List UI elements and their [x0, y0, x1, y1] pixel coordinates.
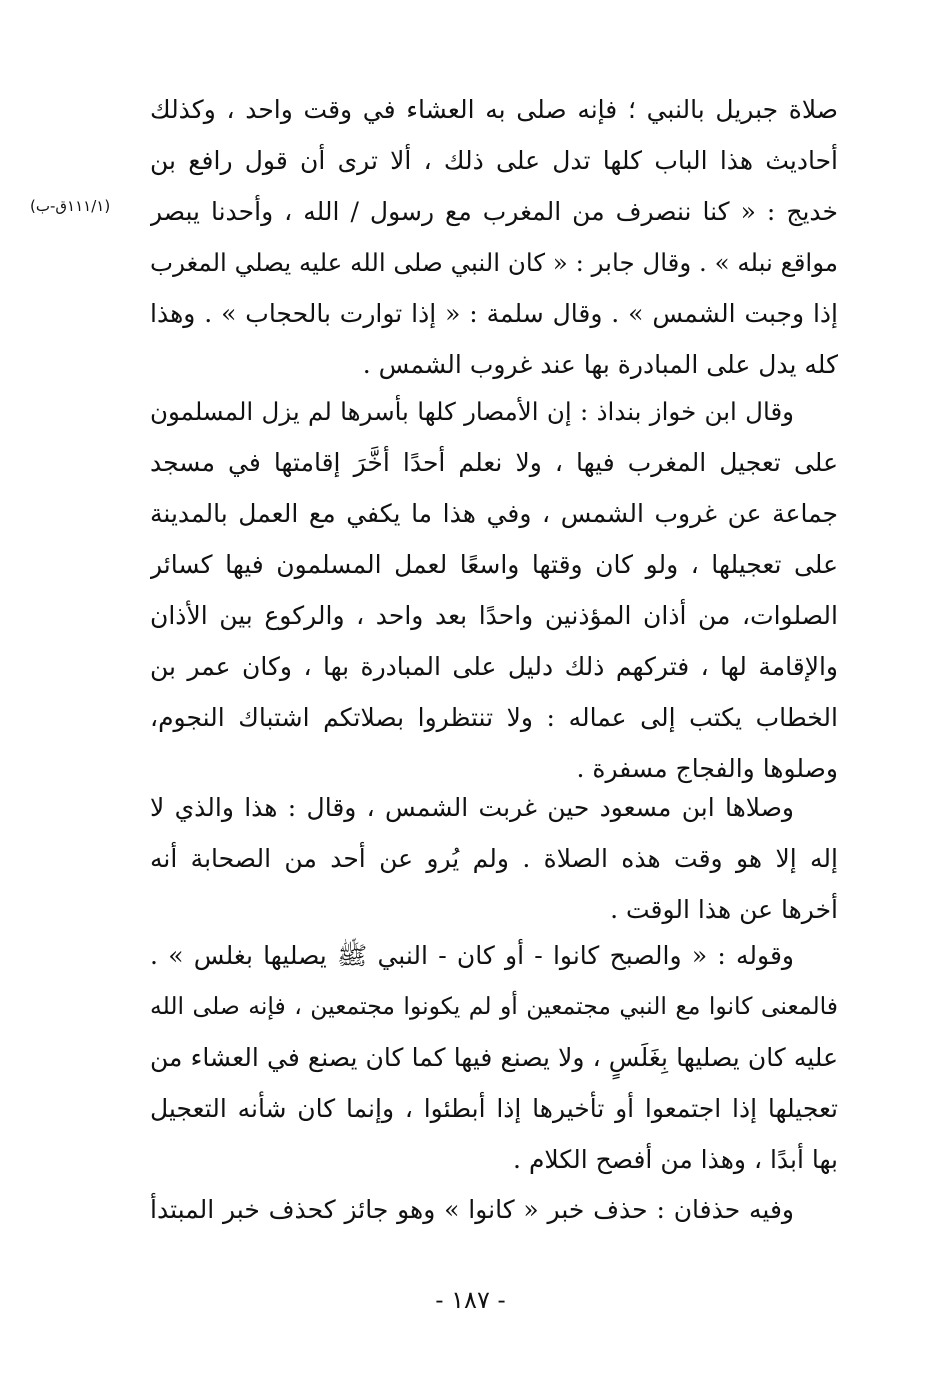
- paragraph-2: [150, 386, 838, 794]
- text-line: أخرها عن هذا الوقت .: [610, 895, 838, 924]
- text-line: إله إلا هو وقت هذه الصلاة . ولم يُرو عن أحد من الصحابة أنه: [150, 844, 838, 873]
- text-line: إذا وجبت الشمس » . وقال سلمة : « إذا توارت بالحجاب » . وهذا: [150, 299, 838, 328]
- paragraph-5: [150, 1184, 838, 1235]
- text-line: جماعة عن غروب الشمس ، وفي هذا ما يكفي مع العمل بالمدينة: [150, 499, 838, 528]
- text-line: والإقامة لها ، فتركهم ذلك دليل على المبادرة بها ، وكان عمر بن: [150, 652, 838, 681]
- text-line: مواقع نبله » . وقال جابر : « كان النبي صلى الله عليه يصلي المغرب: [150, 248, 838, 277]
- paragraph-4: [150, 930, 838, 1185]
- paragraph-1: [150, 84, 838, 390]
- text-line: وصلاها ابن مسعود حين غربت الشمس ، وقال : هذا والذي لا: [150, 793, 794, 822]
- text-line: بها أبدًا ، وهذا من أفصح الكلام .: [513, 1145, 838, 1174]
- text-line: على تعجيلها ، ولو كان وقتها واسعًا لعمل المسلمون فيها كسائر: [150, 550, 838, 579]
- text-line: وفيه حذفان : حذف خبر « كانوا » وهو جائز كحذف خبر المبتدأ: [150, 1195, 794, 1224]
- page-number: - ١٨٧ -: [435, 1286, 506, 1314]
- text-line: عليه كان يصليها بِغَلَسٍ ، ولا يصنع فيها كما كان يصنع في العشاء من: [150, 1043, 838, 1072]
- text-line: فالمعنى كانوا مع النبي مجتمعين أو لم يكونوا مجتمعين ، فإنه صلى الله: [150, 992, 838, 1020]
- paragraph-3: [150, 782, 838, 935]
- text-line: خديج : « كنا ننصرف من المغرب مع رسول / الله ، وأحدنا يبصر: [150, 197, 838, 226]
- text-line: وقال ابن خواز بنداذ : إن الأمصار كلها بأسرها لم يزل المسلمون: [150, 397, 794, 426]
- text-line: على تعجيل المغرب فيها ، ولا نعلم أحدًا أخَّرَ إقامتها في مسجد: [150, 448, 838, 477]
- text-line: تعجيلها إذا اجتمعوا أو تأخيرها إذا أبطئوا ، وإنما كان شأنه التعجيل: [150, 1094, 838, 1123]
- text-line: وقوله : « والصبح كانوا - أو كان - النبي ﷺ يصليها بغلس » .: [150, 941, 794, 970]
- text-line: صلاة جبريل بالنبي ؛ فإنه صلى به العشاء في وقت واحد ، وكذلك: [150, 95, 838, 124]
- text-line: الصلوات، من أذان المؤذنين واحدًا بعد واحد ، والركوع بين الأذان: [150, 601, 838, 630]
- text-line: الخطاب يكتب إلى عماله : ولا تنتظروا بصلاتكم اشتباك النجوم،: [150, 703, 838, 732]
- text-line: أحاديث هذا الباب كلها تدل على ذلك ، ألا ترى أن قول رافع بن: [150, 146, 838, 175]
- text-line: وصلوها والفجاج مسفرة .: [576, 754, 838, 783]
- text-line: كله يدل على المبادرة بها عند غروب الشمس .: [362, 350, 838, 379]
- manuscript-folio-reference: (١١١/١ق-ب): [30, 197, 111, 215]
